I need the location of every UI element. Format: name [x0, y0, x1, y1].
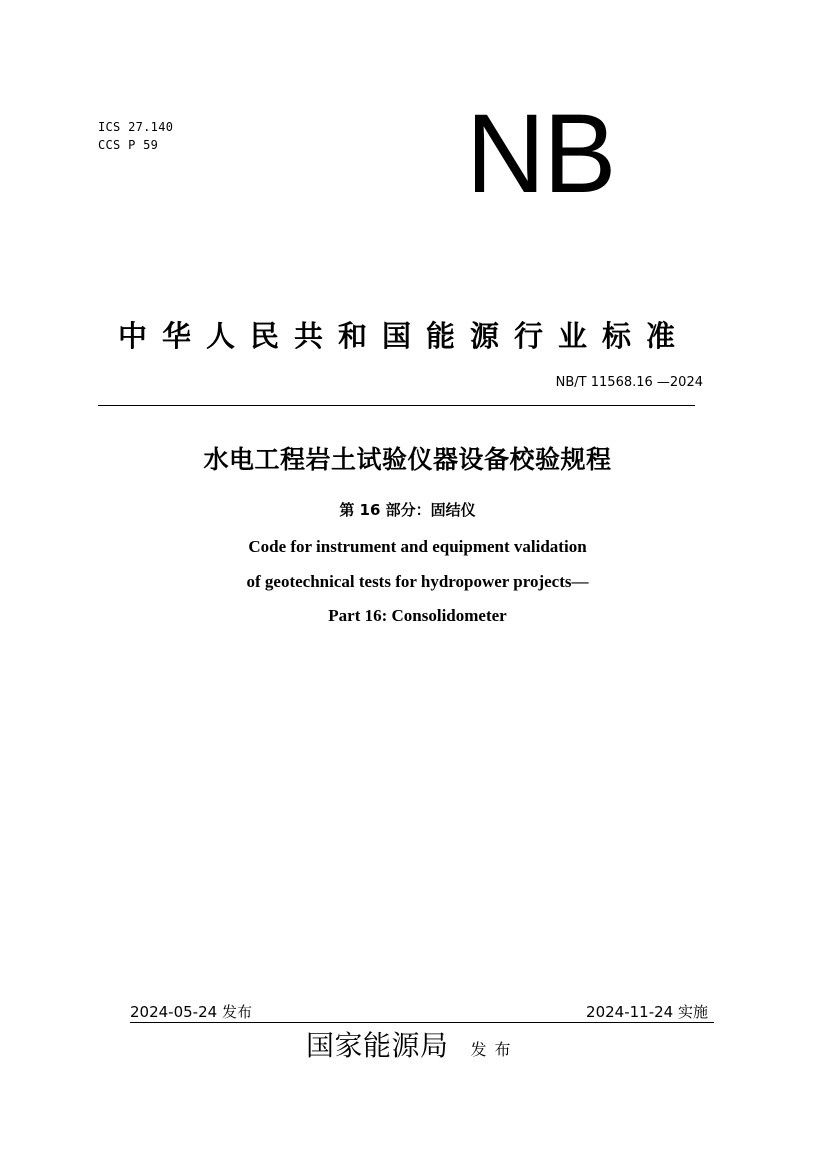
english-title-line-3: Part 16: Consolidometer: [328, 606, 507, 625]
issue-date: 2024-05-24 发布: [130, 1003, 252, 1021]
part-title: 第 16 部分：固结仪: [339, 501, 476, 519]
implementation-date: 2024-11-24 实施: [586, 1003, 708, 1021]
ccs-code: CCS P 59: [98, 138, 159, 152]
english-title-line-1: Code for instrument and equipment validation: [248, 537, 587, 556]
date-row: [130, 1002, 714, 1023]
standard-category-title: 中华人民共和国能源行业标准: [117, 319, 690, 353]
english-title-line-2: of geotechnical tests for hydropower projects—: [246, 572, 589, 591]
issuer-line: [306, 1026, 519, 1070]
nb-logo: NB: [466, 91, 615, 216]
classification-codes: [98, 118, 173, 154]
header-divider: [98, 405, 695, 406]
standard-number: NB/T 11568.16 —2024: [555, 375, 703, 390]
publish-label: 发布: [470, 1040, 519, 1059]
issuing-organization: 国家能源局: [306, 1029, 449, 1062]
document-title: 水电工程岩土试验仪器设备校验规程: [203, 445, 612, 474]
ics-code: ICS 27.140: [98, 120, 174, 134]
